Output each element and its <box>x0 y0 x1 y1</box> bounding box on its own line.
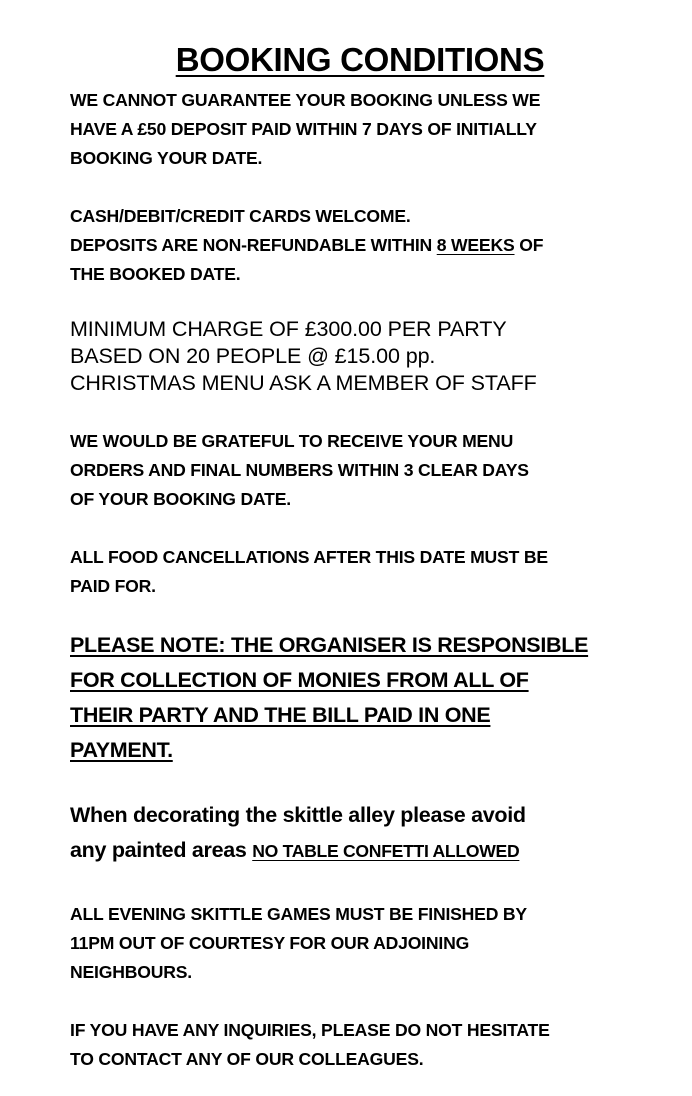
cancellations-line-2: PAID FOR. <box>70 576 156 596</box>
skittles-line-1: ALL EVENING SKITTLE GAMES MUST BE FINISHED BY <box>70 904 527 924</box>
orders-condition <box>70 427 650 514</box>
skittles-line-3: NEIGHBOURS. <box>70 962 192 982</box>
refund-line <box>70 231 650 260</box>
organiser-note <box>70 628 650 768</box>
refund-line-2: THE BOOKED DATE. <box>70 264 241 284</box>
booking-conditions-document <box>70 38 650 1074</box>
orders-line-1: WE WOULD BE GRATEFUL TO RECEIVE YOUR MENU <box>70 431 514 451</box>
inquiries-line-1: IF YOU HAVE ANY INQUIRIES, PLEASE DO NOT HESITATE <box>70 1020 550 1040</box>
refund-text-pre: DEPOSITS ARE NON-REFUNDABLE WITHIN <box>70 235 437 255</box>
deposit-line-2: HAVE A £50 DEPOSIT PAID WITHIN 7 DAYS OF INITIALLY <box>70 119 537 139</box>
inquiries-condition <box>70 1016 650 1074</box>
minimum-charge-condition <box>70 316 650 397</box>
skittles-condition <box>70 900 650 987</box>
decorating-line-2 <box>70 833 650 869</box>
minimum-line-3: CHRISTMAS MENU ASK A MEMBER OF STAFF <box>70 371 537 395</box>
deposit-line-1: WE CANNOT GUARANTEE YOUR BOOKING UNLESS WE <box>70 90 541 110</box>
minimum-line-1: MINIMUM CHARGE OF £300.00 PER PARTY <box>70 317 507 341</box>
orders-line-2: ORDERS AND FINAL NUMBERS WITHIN 3 CLEAR DAYS <box>70 460 529 480</box>
cancellations-line-1: ALL FOOD CANCELLATIONS AFTER THIS DATE MUST BE <box>70 547 548 567</box>
orders-line-3: OF YOUR BOOKING DATE. <box>70 489 291 509</box>
decorating-text: any painted areas <box>70 838 253 862</box>
refund-weeks-highlight: 8 WEEKS <box>436 235 515 255</box>
deposit-line-3: BOOKING YOUR DATE. <box>70 148 263 168</box>
decorating-line-1: When decorating the skittle alley please avoid <box>70 803 526 827</box>
confetti-warning: NO TABLE CONFETTI ALLOWED <box>252 841 520 861</box>
note-line-1: PLEASE NOTE: THE ORGANISER IS RESPONSIBLE <box>70 633 589 657</box>
inquiries-line-2: TO CONTACT ANY OF OUR COLLEAGUES. <box>70 1049 424 1069</box>
page-title: BOOKING CONDITIONS <box>175 41 545 78</box>
note-line-3: THEIR PARTY AND THE BILL PAID IN ONE <box>70 703 491 727</box>
refund-text-post: OF <box>514 235 544 255</box>
payment-condition <box>70 202 650 289</box>
note-line-2: FOR COLLECTION OF MONIES FROM ALL OF <box>70 668 529 692</box>
decorating-condition <box>70 798 650 869</box>
skittles-line-2: 11PM OUT OF COURTESY FOR OUR ADJOINING <box>70 933 470 953</box>
note-line-4: PAYMENT. <box>70 738 173 762</box>
deposit-condition <box>70 86 650 173</box>
minimum-line-2: BASED ON 20 PEOPLE @ £15.00 pp. <box>70 344 436 368</box>
cards-welcome-line: CASH/DEBIT/CREDIT CARDS WELCOME. <box>70 206 411 226</box>
cancellations-condition <box>70 543 650 601</box>
